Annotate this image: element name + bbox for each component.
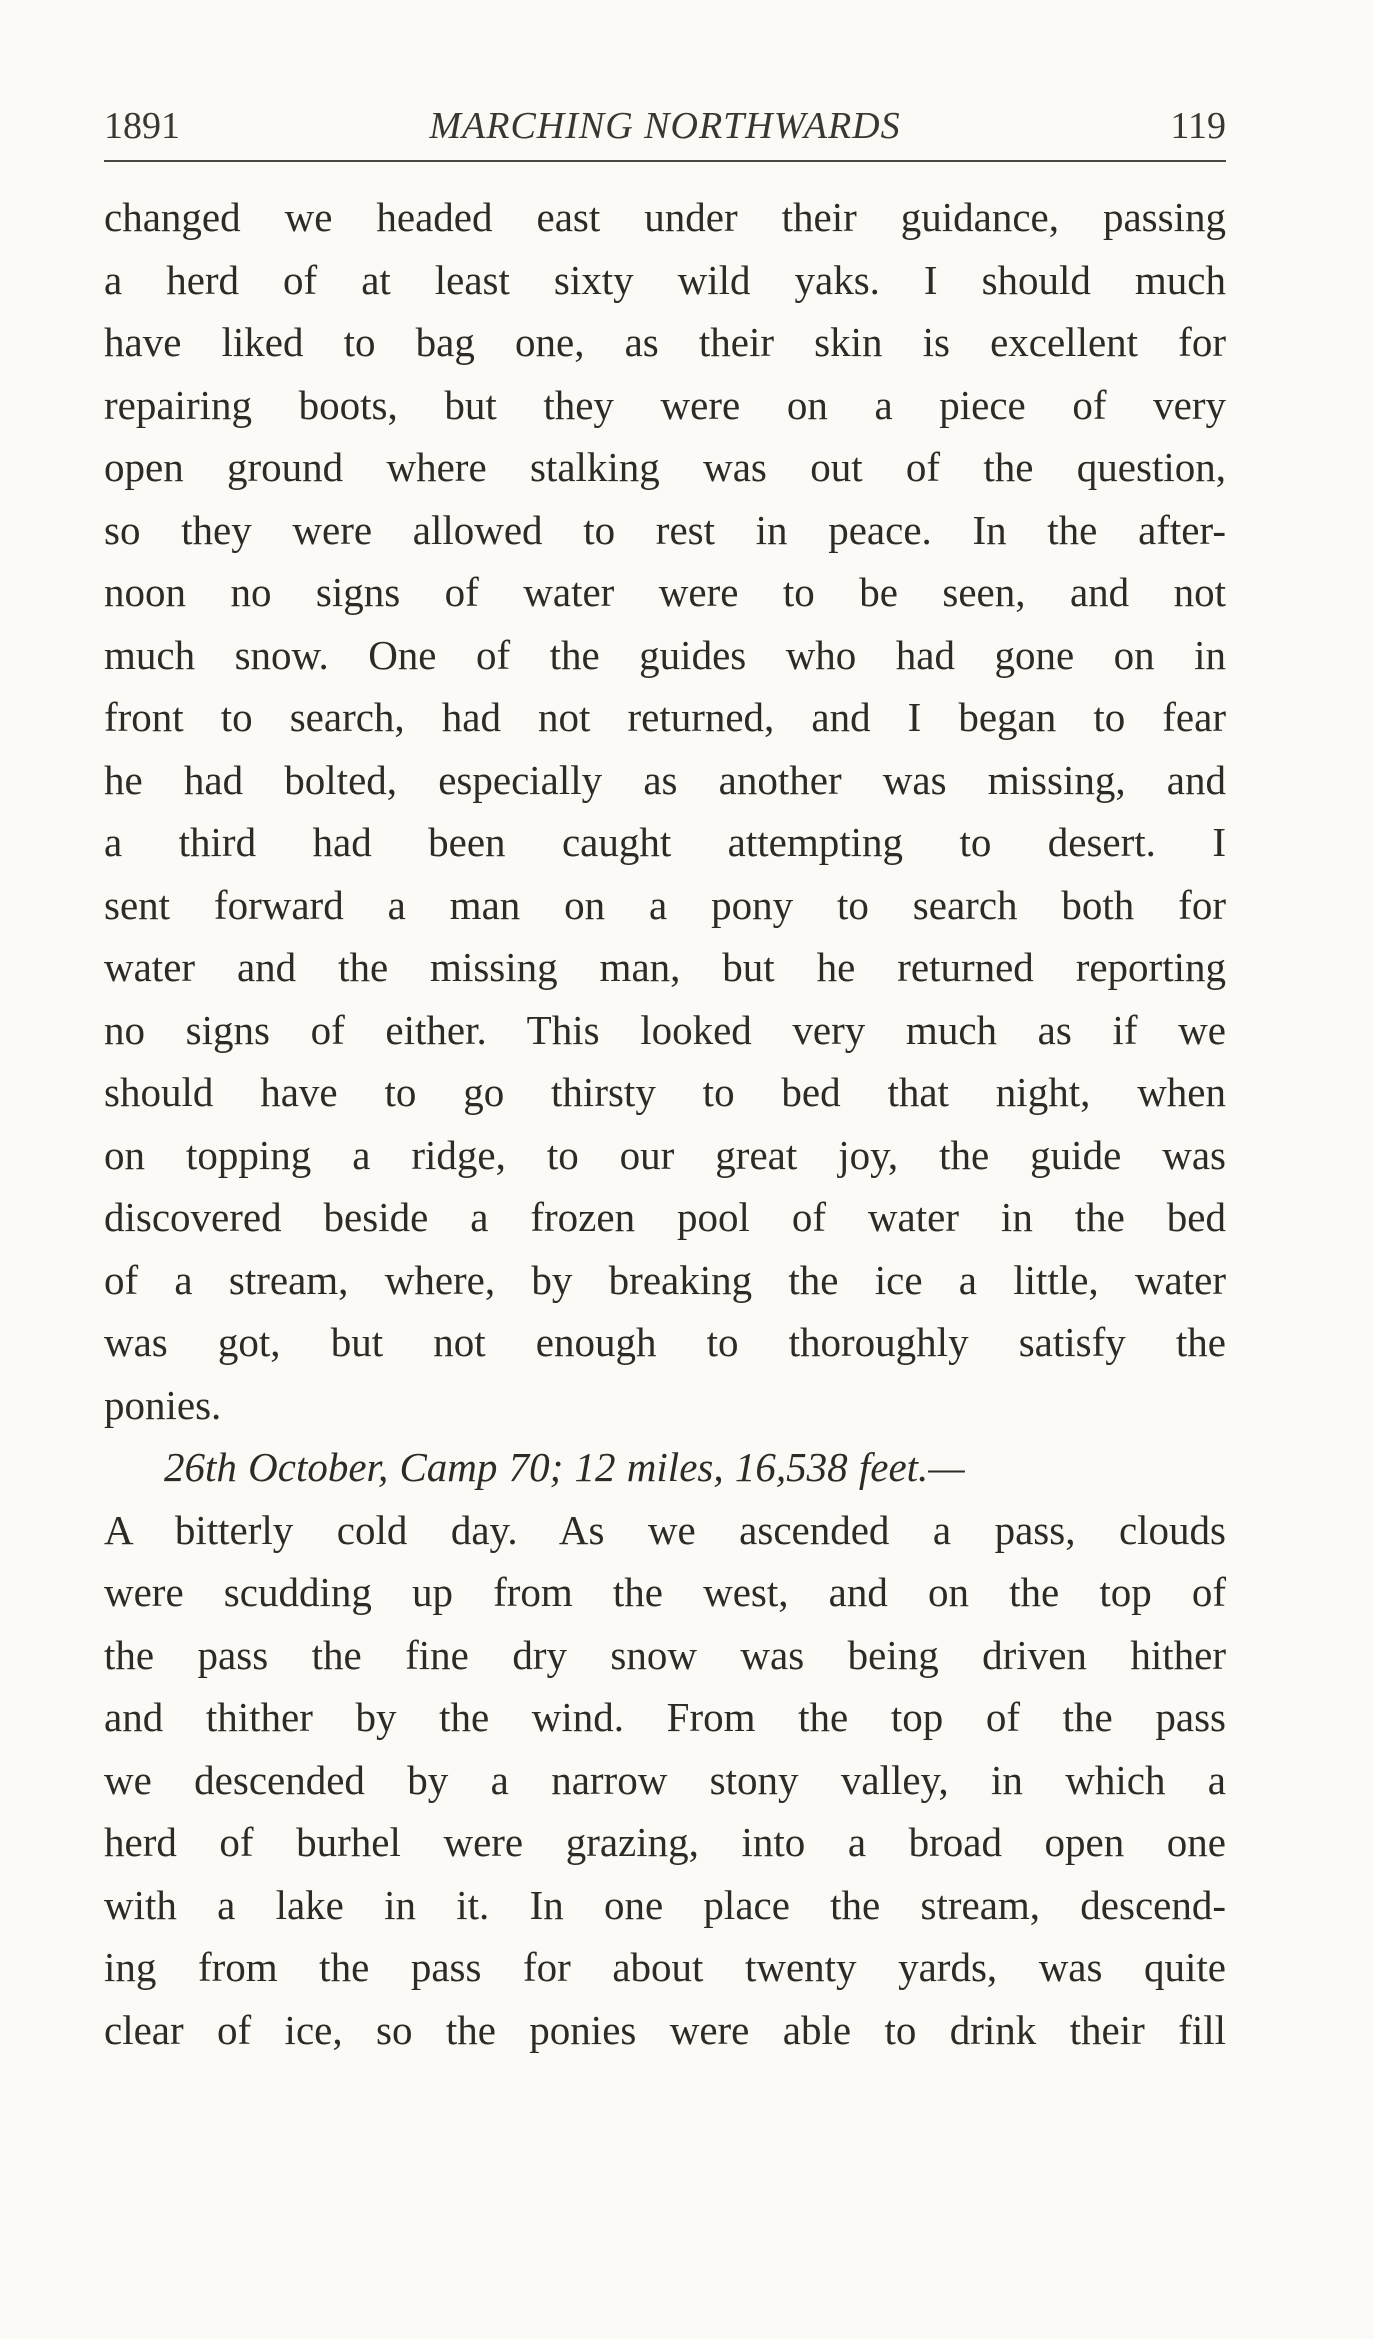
text-line: of a stream, where, by breaking the ice a little, water	[104, 1256, 1226, 1303]
text-line: he had bolted, especially as another was missing, and	[104, 756, 1226, 803]
text-line: with a lake in it. In one place the stream, descend-	[104, 1881, 1226, 1928]
text-line: discovered beside a frozen pool of water in the bed	[104, 1194, 1226, 1240]
text-line: sent forward a man on a pony to search both for	[104, 881, 1226, 928]
text-line: changed we headed east under their guidance, passing	[104, 194, 1226, 240]
text-line: we descended by a narrow stony valley, in which a	[104, 1756, 1226, 1803]
text-line: front to search, had not returned, and I began to fear	[104, 694, 1226, 740]
text-line: open ground where stalking was out of the question,	[104, 444, 1226, 490]
text-line: have liked to bag one, as their skin is excellent for	[104, 319, 1226, 365]
diary-entry-heading: 26th October, Camp 70; 12 miles, 16,538 feet.—	[164, 1444, 965, 1490]
running-head-title: MARCHING NORTHWARDS	[429, 105, 901, 147]
text-line: noon no signs of water were to be seen, and not	[104, 569, 1226, 615]
text-line: and thither by the wind. From the top of the pass	[104, 1694, 1226, 1740]
text-line: no signs of either. This looked very much as if we	[104, 1006, 1226, 1053]
text-line: the pass the fine dry snow was being driven hither	[104, 1631, 1226, 1678]
text-line: so they were allowed to rest in peace. In the after-	[104, 506, 1226, 553]
text-line: repairing boots, but they were on a piece of very	[104, 381, 1226, 428]
running-head-year: 1891	[104, 105, 180, 147]
text-line: was got, but not enough to thoroughly satisfy the	[104, 1319, 1226, 1365]
text-line: water and the missing man, but he returned reporting	[104, 944, 1226, 990]
page-number: 119	[1170, 105, 1226, 147]
text-line: much snow. One of the guides who had gone on in	[104, 631, 1226, 678]
text-line: clear of ice, so the ponies were able to drink their fill	[104, 2006, 1226, 2053]
text-line: ing from the pass for about twenty yards, was quite	[104, 1944, 1226, 1990]
text-line: on topping a ridge, to our great joy, the guide was	[104, 1131, 1226, 1178]
header-rule	[104, 160, 1226, 162]
body-text	[104, 186, 1226, 2061]
text-line: ponies.	[104, 1381, 222, 1428]
text-line: were scudding up from the west, and on the top of	[104, 1569, 1226, 1615]
text-line: herd of burhel were grazing, into a broad open one	[104, 1819, 1226, 1865]
text-line: should have to go thirsty to bed that night, when	[104, 1069, 1226, 1115]
text-line: a herd of at least sixty wild yaks. I should much	[104, 256, 1226, 303]
diary-entry-heading-line	[104, 1436, 1226, 1499]
running-head	[104, 96, 1226, 156]
text-line: a third had been caught attempting to desert. I	[104, 819, 1226, 865]
text-line: A bitterly cold day. As we ascended a pass, clouds	[104, 1506, 1226, 1553]
